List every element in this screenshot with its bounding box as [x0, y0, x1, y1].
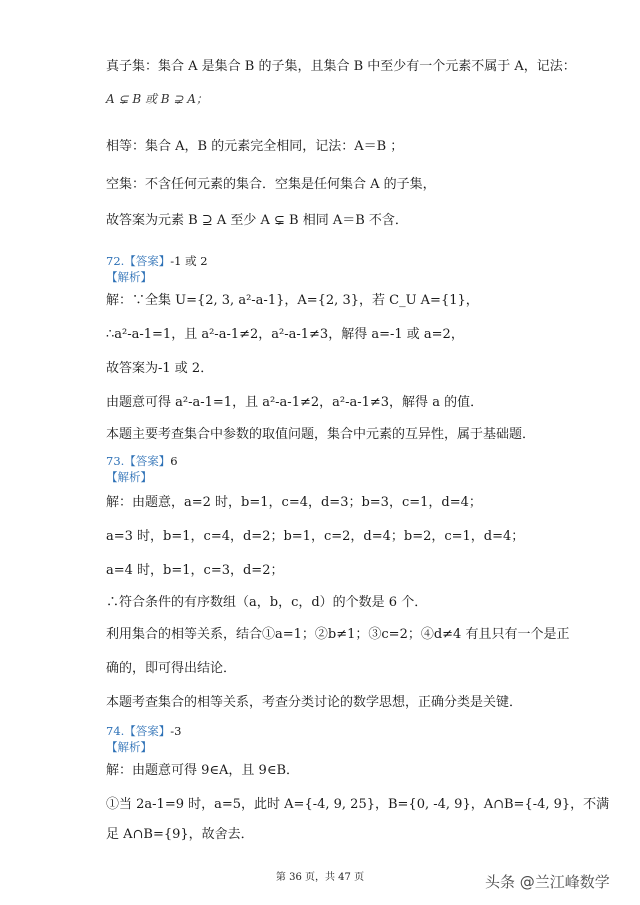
text-line: 利用集合的相等关系，结合①a=1；②b≠1；③c=2；④d≠4 有且只有一个是正 — [106, 627, 570, 642]
text-line: 由题意可得 a²-a-1=1，且 a²-a-1≠2，a²-a-1≠3，解得 a 的值． — [106, 395, 484, 410]
answer-value: -3 — [170, 724, 182, 738]
text-line: ∴a²-a-1=1，且 a²-a-1≠2，a²-a-1≠3，解得 a=-1 或 a=2， — [106, 327, 464, 342]
text-line: 故答案为-1 或 2． — [106, 361, 214, 376]
answer-value: 6 — [170, 454, 178, 468]
text-line: 本题考查集合的相等关系，考查分类讨论的数学思想，正确分类是关键． — [106, 695, 523, 710]
analysis-tag: 【解析】 — [106, 470, 152, 484]
answer-tag: 72.【答案】 — [106, 254, 171, 268]
text-line: 解：由题意可得 9∈A，且 9∈B． — [106, 763, 299, 778]
text-line: 解：由题意，a=2 时，b=1，c=4，d=3；b=3，c=1，d=4； — [106, 495, 482, 510]
answer-value: -1 或 2 — [170, 254, 208, 268]
page-footer: 第 36 页，共 47 页 — [275, 872, 365, 883]
text-line: 相等：集合 A，B 的元素完全相同，记法：A＝B ； — [106, 139, 404, 154]
text-line: 解：∵全集 U={2, 3, a²-a-1}，A={2, 3}，若 C_U A={1}， — [106, 293, 479, 308]
text-line: a=4 时，b=1，c=3，d=2； — [106, 563, 284, 578]
text-line: 真子集：集合 A 是集合 B 的子集，且集合 B 中至少有一个元素不属于 A，记法： — [106, 59, 576, 74]
text-line: ①当 2a-1=9 时，a=5，此时 A={-4, 9, 25}，B={0, -4, 9}，A∩B={-4, 9}，不满 — [106, 797, 610, 812]
analysis-tag: 【解析】 — [106, 270, 152, 284]
answer-tag: 73.【答案】 — [106, 454, 171, 468]
text-line: 确的，即可得出结论． — [106, 661, 237, 676]
answer-tag: 74.【答案】 — [106, 724, 171, 738]
math-formula: A ⊊ B 或 B ⊋ A； — [106, 92, 208, 106]
text-line: ∴符合条件的有序数组（a，b，c，d）的个数是 6 个． — [106, 595, 428, 610]
text-line: a=3 时，b=1，c=4，d=2；b=1，c=2，d=4；b=2，c=1，d=4； — [106, 529, 525, 544]
text-line: 足 A∩B={9}，故舍去． — [106, 827, 254, 842]
text-line: 空集：不含任何元素的集合．空集是任何集合 A 的子集， — [106, 177, 436, 192]
analysis-tag: 【解析】 — [106, 740, 152, 754]
text-line: 故答案为元素 B ⊇ A 至少 A ⊊ B 相同 A＝B 不含． — [106, 213, 408, 228]
watermark: 头条 @兰江峰数学 — [485, 873, 610, 891]
text-line: 本题主要考查集合中参数的取值问题，集合中元素的互异性，属于基础题． — [106, 427, 536, 442]
